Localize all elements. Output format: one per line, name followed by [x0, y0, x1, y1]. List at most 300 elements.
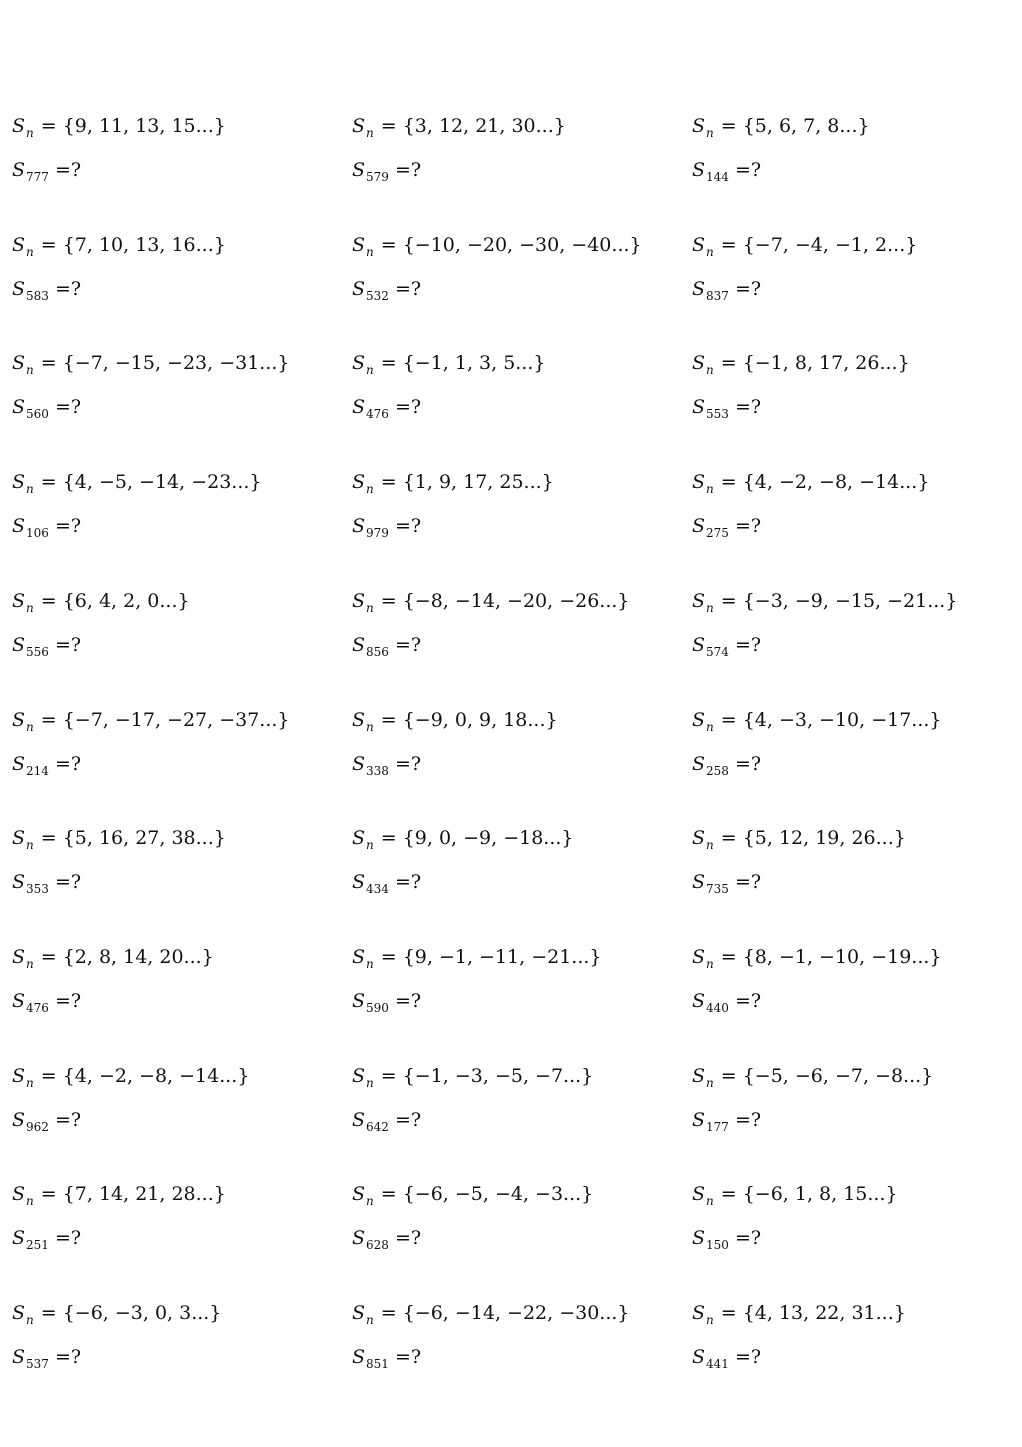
sequence-symbol: S: [692, 1227, 706, 1250]
sequence-terms: {4, −3, −10, −17...}: [742, 708, 942, 731]
sequence-symbol: S: [692, 1302, 706, 1324]
problem-block: [12, 1301, 342, 1391]
sequence-terms: {−6, −3, 0, 3...}: [62, 1302, 222, 1324]
sequence-terms: {4, 13, 22, 31...}: [742, 1302, 906, 1324]
equals-sign: =: [40, 1064, 57, 1087]
sequence-definition: [692, 351, 910, 377]
sequence-definition: [12, 470, 262, 496]
sequence-definition: [692, 233, 917, 259]
equals-question: =?: [394, 633, 422, 656]
question-line: [352, 989, 421, 1015]
question-line: [12, 1108, 81, 1134]
sequence-symbol: S: [12, 989, 26, 1012]
equals-sign: =: [380, 233, 397, 256]
equals-question: =?: [394, 871, 422, 894]
sequence-definition: [352, 826, 574, 852]
sequence-terms: {−7, −17, −27, −37...}: [62, 708, 290, 731]
problem-block: [12, 589, 342, 679]
question-line: [12, 395, 81, 421]
general-term-subscript: n: [706, 363, 714, 378]
sequence-symbol: S: [12, 352, 26, 375]
sequence-symbol: S: [352, 989, 366, 1012]
target-index-subscript: 440: [706, 1000, 729, 1015]
target-index-subscript: 476: [366, 407, 389, 422]
problem-block: [352, 351, 682, 441]
question-line: [12, 633, 81, 659]
problem-block: [12, 945, 342, 1035]
equals-question: =?: [54, 159, 82, 181]
sequence-symbol: S: [692, 871, 706, 894]
equals-question: =?: [54, 989, 82, 1012]
question-line: [352, 633, 421, 659]
sequence-definition: [12, 1301, 221, 1327]
equals-question: =?: [394, 277, 422, 300]
equals-question: =?: [394, 1346, 422, 1368]
general-term-subscript: n: [706, 838, 714, 853]
question-line: [352, 277, 421, 303]
sequence-definition: [692, 114, 870, 140]
target-index-subscript: 574: [706, 644, 729, 659]
general-term-subscript: n: [706, 1313, 714, 1327]
sequence-symbol: S: [692, 708, 706, 731]
sequence-terms: {9, 0, −9, −18...}: [402, 827, 574, 850]
sequence-symbol: S: [692, 159, 706, 181]
general-term-subscript: n: [706, 1075, 714, 1090]
sequence-symbol: S: [352, 1108, 366, 1131]
equals-question: =?: [54, 871, 82, 894]
question-line: [692, 158, 761, 184]
sequence-definition: [692, 1182, 898, 1208]
general-term-subscript: n: [366, 244, 374, 259]
sequence-symbol: S: [12, 277, 26, 300]
question-line: [692, 395, 761, 421]
equals-sign: =: [720, 1302, 737, 1324]
equals-question: =?: [394, 752, 422, 775]
sequence-terms: {5, 6, 7, 8...}: [742, 115, 870, 137]
sequence-symbol: S: [12, 1227, 26, 1250]
equals-question: =?: [734, 277, 762, 300]
equals-sign: =: [380, 352, 397, 375]
sequence-terms: {7, 10, 13, 16...}: [62, 233, 226, 256]
equals-question: =?: [734, 396, 762, 419]
equals-question: =?: [734, 159, 762, 181]
problem-block: [352, 589, 682, 679]
sequence-definition: [12, 114, 226, 140]
sequence-definition: [352, 114, 566, 140]
target-index-subscript: 177: [706, 1119, 729, 1134]
sequence-symbol: S: [692, 827, 706, 850]
equals-question: =?: [54, 1346, 82, 1368]
sequence-symbol: S: [12, 708, 26, 731]
question-line: [12, 870, 81, 896]
equals-sign: =: [720, 708, 737, 731]
sequence-symbol: S: [692, 1346, 706, 1368]
problem-block: [692, 1301, 1022, 1391]
sequence-symbol: S: [352, 708, 366, 731]
sequence-symbol: S: [12, 871, 26, 894]
sequence-terms: {−1, 8, 17, 26...}: [742, 352, 910, 375]
sequence-terms: {−1, −3, −5, −7...}: [402, 1064, 594, 1087]
question-line: [352, 1108, 421, 1134]
equals-question: =?: [734, 633, 762, 656]
sequence-symbol: S: [352, 827, 366, 850]
sequence-symbol: S: [12, 945, 26, 968]
equals-sign: =: [720, 115, 737, 137]
sequence-symbol: S: [352, 396, 366, 419]
sequence-symbol: S: [692, 1183, 706, 1206]
sequence-symbol: S: [12, 1108, 26, 1131]
sequence-definition: [692, 470, 929, 496]
equals-sign: =: [720, 1064, 737, 1087]
equals-question: =?: [734, 515, 762, 538]
target-index-subscript: 856: [366, 644, 389, 659]
sequence-symbol: S: [692, 989, 706, 1012]
problem-block: [692, 589, 1022, 679]
question-line: [692, 752, 761, 778]
general-term-subscript: n: [26, 956, 34, 971]
general-term-subscript: n: [366, 1194, 374, 1209]
sequence-terms: {9, 11, 13, 15...}: [62, 115, 226, 137]
target-index-subscript: 258: [706, 763, 729, 778]
question-line: [12, 514, 81, 540]
sequence-terms: {4, −2, −8, −14...}: [62, 1064, 250, 1087]
equals-sign: =: [380, 471, 397, 494]
equals-question: =?: [54, 752, 82, 775]
general-term-subscript: n: [26, 1075, 34, 1090]
sequence-definition: [692, 826, 906, 852]
general-term-subscript: n: [26, 719, 34, 734]
target-index-subscript: 441: [706, 1357, 729, 1371]
target-index-subscript: 537: [26, 1357, 49, 1371]
general-term-subscript: n: [706, 1194, 714, 1209]
target-index-subscript: 476: [26, 1000, 49, 1015]
target-index-subscript: 214: [26, 763, 49, 778]
sequence-definition: [352, 1182, 593, 1208]
sequence-definition: [12, 945, 214, 971]
sequence-symbol: S: [352, 589, 366, 612]
equals-question: =?: [394, 1108, 422, 1131]
equals-sign: =: [40, 471, 57, 494]
equals-sign: =: [40, 352, 57, 375]
sequence-definition: [12, 351, 290, 377]
problem-block: [352, 1301, 682, 1391]
equals-sign: =: [40, 589, 57, 612]
equals-sign: =: [40, 233, 57, 256]
sequence-symbol: S: [692, 589, 706, 612]
equals-question: =?: [394, 159, 422, 181]
equals-question: =?: [734, 1108, 762, 1131]
target-index-subscript: 338: [366, 763, 389, 778]
general-term-subscript: n: [26, 244, 34, 259]
equals-question: =?: [394, 396, 422, 419]
problem-block: [12, 1064, 342, 1154]
sequence-terms: {9, −1, −11, −21...}: [402, 945, 602, 968]
sequence-symbol: S: [692, 115, 706, 137]
equals-sign: =: [720, 827, 737, 850]
sequence-symbol: S: [352, 752, 366, 775]
sequence-symbol: S: [692, 277, 706, 300]
question-line: [352, 752, 421, 778]
sequence-definition: [692, 589, 957, 615]
problem-block: [692, 1182, 1022, 1272]
sequence-symbol: S: [352, 277, 366, 300]
problem-block: [692, 708, 1022, 798]
sequence-definition: [352, 351, 546, 377]
sequence-symbol: S: [12, 1183, 26, 1206]
equals-sign: =: [380, 115, 397, 137]
equals-sign: =: [720, 352, 737, 375]
question-line: [352, 870, 421, 896]
equals-sign: =: [380, 945, 397, 968]
target-index-subscript: 106: [26, 526, 49, 541]
general-term-subscript: n: [366, 482, 374, 497]
equals-sign: =: [720, 471, 737, 494]
target-index-subscript: 583: [26, 288, 49, 303]
equals-sign: =: [40, 708, 57, 731]
target-index-subscript: 979: [366, 526, 389, 541]
question-line: [352, 1226, 421, 1252]
sequence-terms: {−3, −9, −15, −21...}: [742, 589, 958, 612]
question-line: [352, 1345, 421, 1371]
general-term-subscript: n: [366, 126, 374, 140]
target-index-subscript: 837: [706, 288, 729, 303]
sequence-symbol: S: [12, 633, 26, 656]
sequence-symbol: S: [352, 1302, 366, 1324]
sequence-terms: {5, 12, 19, 26...}: [742, 827, 906, 850]
equals-sign: =: [380, 589, 397, 612]
problem-block: [12, 114, 342, 204]
sequence-symbol: S: [352, 515, 366, 538]
problem-block: [12, 233, 342, 323]
question-line: [692, 277, 761, 303]
sequence-symbol: S: [352, 233, 366, 256]
problem-block: [352, 114, 682, 204]
sequence-definition: [692, 708, 942, 734]
sequence-definition: [352, 708, 558, 734]
sequence-terms: {3, 12, 21, 30...}: [402, 115, 566, 137]
sequence-symbol: S: [12, 1302, 26, 1324]
equals-sign: =: [40, 115, 57, 137]
sequence-terms: {−6, 1, 8, 15...}: [742, 1183, 898, 1206]
equals-sign: =: [40, 1302, 57, 1324]
general-term-subscript: n: [366, 363, 374, 378]
sequence-symbol: S: [352, 871, 366, 894]
sequence-terms: {2, 8, 14, 20...}: [62, 945, 214, 968]
problem-block: [12, 1182, 342, 1272]
general-term-subscript: n: [706, 482, 714, 497]
question-line: [12, 1226, 81, 1252]
sequence-definition: [12, 233, 226, 259]
sequence-symbol: S: [352, 1346, 366, 1368]
general-term-subscript: n: [706, 956, 714, 971]
general-term-subscript: n: [26, 1313, 34, 1327]
sequence-terms: {−5, −6, −7, −8...}: [742, 1064, 934, 1087]
target-index-subscript: 642: [366, 1119, 389, 1134]
problem-block: [692, 1064, 1022, 1154]
sequence-terms: {−6, −14, −22, −30...}: [402, 1302, 630, 1324]
general-term-subscript: n: [706, 126, 714, 140]
general-term-subscript: n: [366, 1313, 374, 1327]
equals-sign: =: [380, 1302, 397, 1324]
general-term-subscript: n: [706, 600, 714, 615]
general-term-subscript: n: [366, 600, 374, 615]
equals-question: =?: [734, 871, 762, 894]
equals-sign: =: [40, 827, 57, 850]
question-line: [12, 752, 81, 778]
equals-question: =?: [54, 1227, 82, 1250]
sequence-terms: {−6, −5, −4, −3...}: [402, 1183, 594, 1206]
target-index-subscript: 962: [26, 1119, 49, 1134]
sequence-symbol: S: [12, 827, 26, 850]
question-line: [352, 514, 421, 540]
equals-sign: =: [40, 945, 57, 968]
sequence-symbol: S: [352, 159, 366, 181]
problem-block: [352, 826, 682, 916]
sequence-symbol: S: [12, 396, 26, 419]
sequence-symbol: S: [352, 115, 366, 137]
question-line: [12, 1345, 81, 1371]
sequence-definition: [352, 470, 554, 496]
sequence-symbol: S: [12, 1346, 26, 1368]
sequence-symbol: S: [352, 1064, 366, 1087]
sequence-terms: {7, 14, 21, 28...}: [62, 1183, 226, 1206]
sequence-symbol: S: [352, 352, 366, 375]
sequence-definition: [12, 708, 290, 734]
problem-block: [352, 1064, 682, 1154]
equals-sign: =: [720, 1183, 737, 1206]
problem-block: [692, 826, 1022, 916]
sequence-terms: {6, 4, 2, 0...}: [62, 589, 190, 612]
target-index-subscript: 144: [706, 170, 729, 184]
equals-question: =?: [54, 1108, 82, 1131]
target-index-subscript: 556: [26, 644, 49, 659]
target-index-subscript: 532: [366, 288, 389, 303]
general-term-subscript: n: [26, 1194, 34, 1209]
sequence-definition: [352, 233, 642, 259]
sequence-terms: {−10, −20, −30, −40...}: [402, 233, 642, 256]
general-term-subscript: n: [26, 126, 34, 140]
general-term-subscript: n: [706, 244, 714, 259]
question-line: [692, 1226, 761, 1252]
equals-question: =?: [54, 277, 82, 300]
target-index-subscript: 553: [706, 407, 729, 422]
general-term-subscript: n: [26, 363, 34, 378]
problem-block: [352, 1182, 682, 1272]
general-term-subscript: n: [26, 600, 34, 615]
equals-sign: =: [380, 1183, 397, 1206]
sequence-definition: [692, 945, 942, 971]
target-index-subscript: 579: [366, 170, 389, 184]
equals-question: =?: [54, 515, 82, 538]
general-term-subscript: n: [366, 838, 374, 853]
question-line: [692, 870, 761, 896]
problem-block: [352, 945, 682, 1035]
sequence-terms: {−7, −15, −23, −31...}: [62, 352, 290, 375]
target-index-subscript: 434: [366, 882, 389, 897]
equals-question: =?: [54, 633, 82, 656]
equals-sign: =: [380, 708, 397, 731]
problem-block: [692, 114, 1022, 204]
target-index-subscript: 353: [26, 882, 49, 897]
sequence-symbol: S: [12, 515, 26, 538]
sequence-terms: {−7, −4, −1, 2...}: [742, 233, 918, 256]
sequence-symbol: S: [352, 945, 366, 968]
question-line: [692, 514, 761, 540]
sequence-terms: {−9, 0, 9, 18...}: [402, 708, 558, 731]
equals-question: =?: [734, 752, 762, 775]
sequence-terms: {8, −1, −10, −19...}: [742, 945, 942, 968]
sequence-symbol: S: [692, 752, 706, 775]
sequence-symbol: S: [692, 1064, 706, 1087]
sequence-symbol: S: [692, 515, 706, 538]
target-index-subscript: 560: [26, 407, 49, 422]
sequence-symbol: S: [692, 471, 706, 494]
question-line: [12, 277, 81, 303]
general-term-subscript: n: [366, 719, 374, 734]
sequence-symbol: S: [352, 633, 366, 656]
question-line: [12, 158, 81, 184]
target-index-subscript: 251: [26, 1238, 49, 1253]
equals-question: =?: [394, 1227, 422, 1250]
equals-question: =?: [734, 1227, 762, 1250]
sequence-definition: [352, 1064, 593, 1090]
target-index-subscript: 275: [706, 526, 729, 541]
target-index-subscript: 777: [26, 170, 49, 184]
equals-sign: =: [40, 1183, 57, 1206]
equals-sign: =: [720, 945, 737, 968]
sequence-terms: {5, 16, 27, 38...}: [62, 827, 226, 850]
sequence-symbol: S: [692, 352, 706, 375]
sequence-terms: {−1, 1, 3, 5...}: [402, 352, 546, 375]
target-index-subscript: 628: [366, 1238, 389, 1253]
sequence-symbol: S: [352, 471, 366, 494]
sequence-definition: [352, 945, 602, 971]
sequence-definition: [692, 1064, 933, 1090]
question-line: [12, 989, 81, 1015]
problem-block: [12, 470, 342, 560]
equals-question: =?: [394, 515, 422, 538]
problem-block: [12, 708, 342, 798]
sequence-symbol: S: [692, 945, 706, 968]
equals-sign: =: [720, 233, 737, 256]
target-index-subscript: 150: [706, 1238, 729, 1253]
equals-sign: =: [720, 589, 737, 612]
sequence-definition: [12, 826, 226, 852]
question-line: [692, 989, 761, 1015]
problem-block: [692, 351, 1022, 441]
question-line: [352, 158, 421, 184]
sequence-symbol: S: [692, 233, 706, 256]
equals-question: =?: [54, 396, 82, 419]
problem-block: [692, 233, 1022, 323]
sequence-symbol: S: [692, 633, 706, 656]
sequence-symbol: S: [12, 233, 26, 256]
sequence-symbol: S: [12, 1064, 26, 1087]
equals-question: =?: [394, 989, 422, 1012]
sequence-symbol: S: [692, 396, 706, 419]
problem-block: [352, 708, 682, 798]
equals-question: =?: [734, 989, 762, 1012]
problem-block: [352, 470, 682, 560]
equals-sign: =: [380, 827, 397, 850]
sequence-definition: [692, 1301, 906, 1327]
general-term-subscript: n: [366, 956, 374, 971]
sequence-symbol: S: [12, 589, 26, 612]
sequence-terms: {1, 9, 17, 25...}: [402, 471, 554, 494]
general-term-subscript: n: [706, 719, 714, 734]
target-index-subscript: 735: [706, 882, 729, 897]
general-term-subscript: n: [26, 482, 34, 497]
